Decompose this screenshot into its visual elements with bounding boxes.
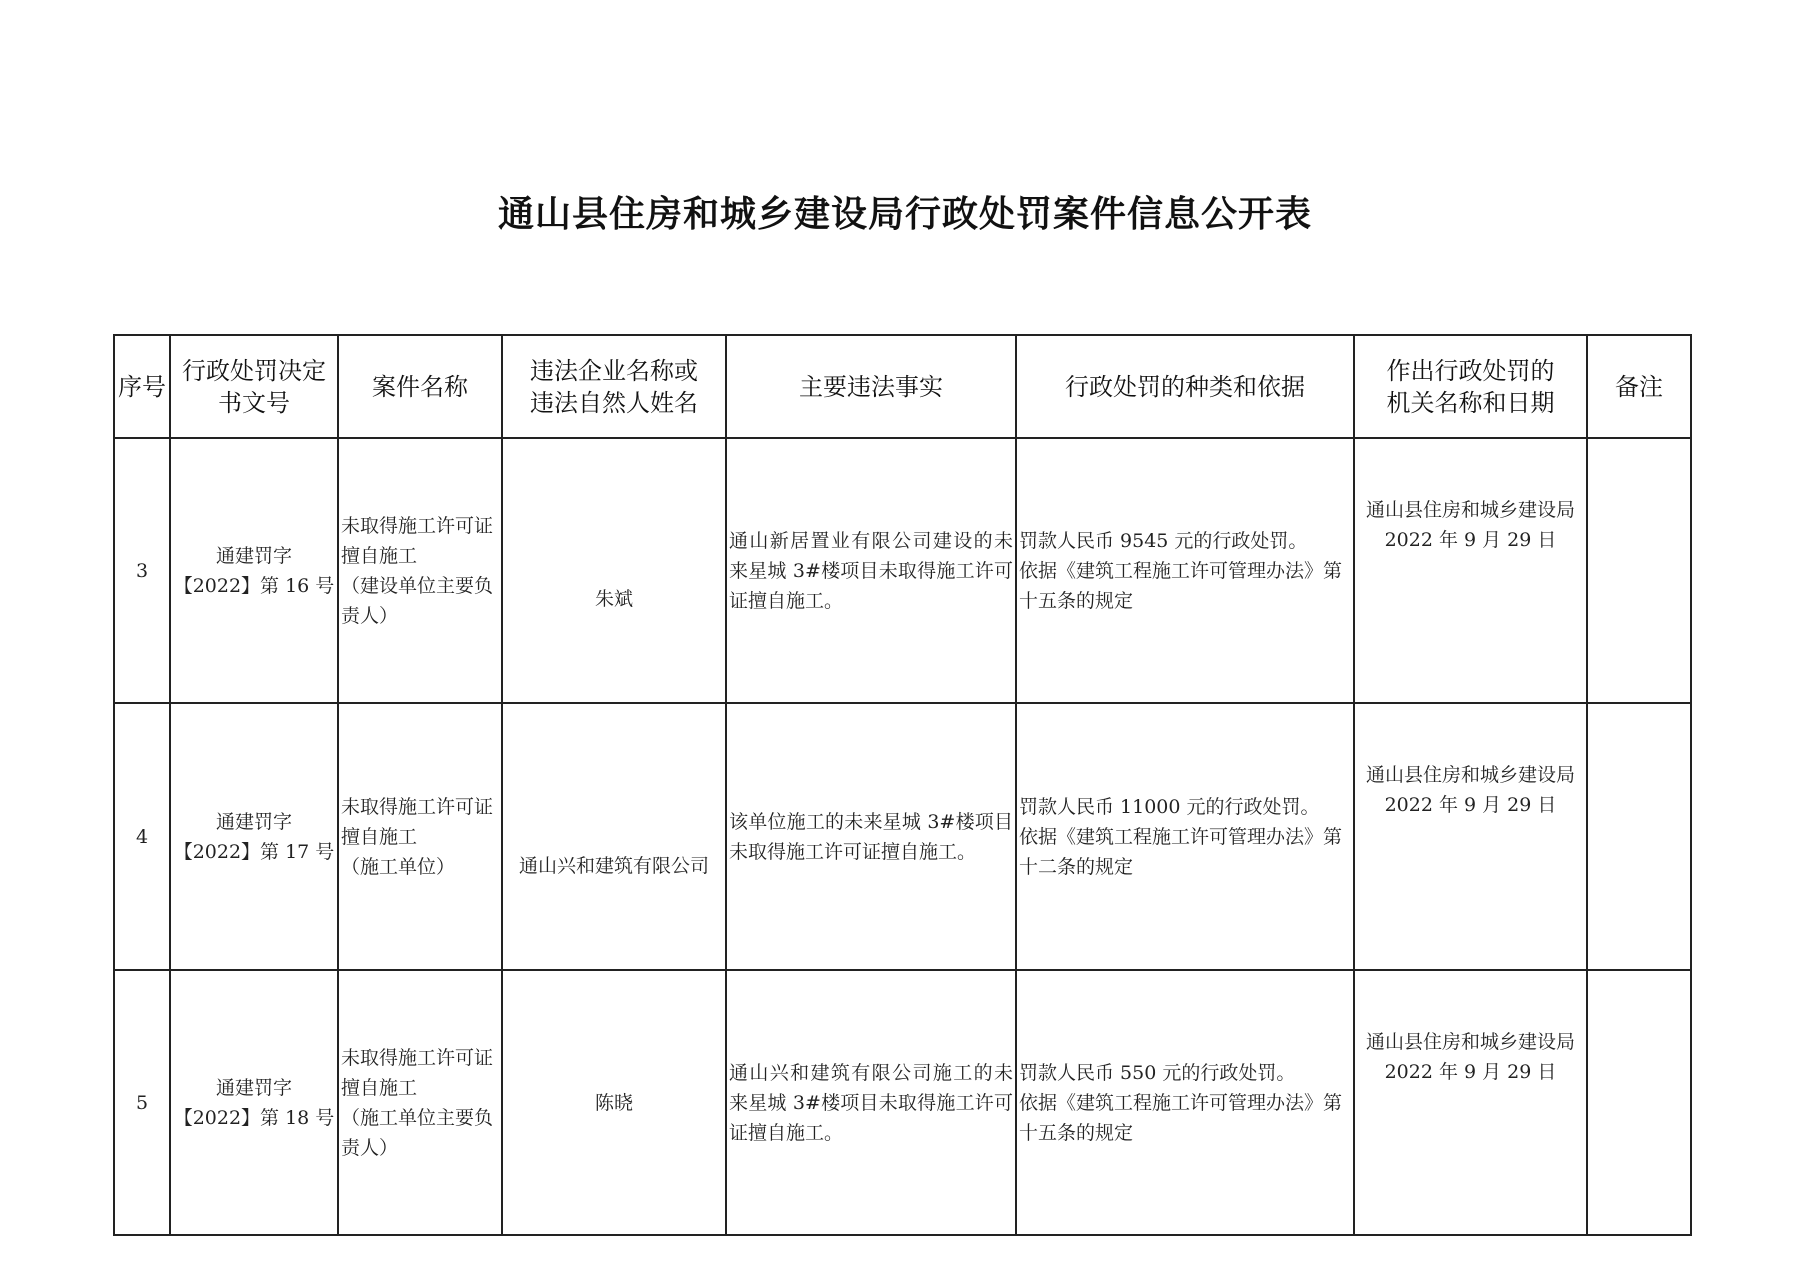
header-org-line1: 作出行政处罚的	[1386, 356, 1555, 385]
penalty-amount: 罚款人民币 9545 元的行政处罚。	[1019, 529, 1308, 552]
header-facts: 主要违法事实	[726, 335, 1016, 438]
cell-penalty	[1016, 703, 1354, 970]
case-role-text: （建设单位主要负责人）	[341, 574, 494, 627]
cell-case-name	[338, 438, 502, 703]
cell-notes	[1587, 970, 1691, 1235]
header-notes: 备注	[1587, 335, 1691, 438]
decision-date: 2022 年 9 月 29 日	[1384, 1061, 1557, 1083]
header-party-line2: 违法自然人姓名	[530, 388, 698, 417]
cell-facts: 通山兴和建筑有限公司施工的未来星城 3#楼项目未取得施工许可证擅自施工。	[726, 970, 1016, 1235]
header-doc-no-line1: 行政处罚决定	[182, 356, 326, 385]
header-case-name: 案件名称	[338, 335, 502, 438]
cell-facts: 该单位施工的未来星城 3#楼项目未取得施工许可证擅自施工。	[726, 703, 1016, 970]
cell-doc-no	[170, 438, 338, 703]
cell-penalty	[1016, 438, 1354, 703]
cell-penalty	[1016, 970, 1354, 1235]
cell-notes	[1587, 438, 1691, 703]
cell-case-name	[338, 970, 502, 1235]
header-penalty: 行政处罚的种类和依据	[1016, 335, 1354, 438]
cell-party	[502, 970, 726, 1235]
cell-case-name	[338, 703, 502, 970]
header-party	[502, 335, 726, 438]
penalty-basis: 依据《建筑工程施工许可管理办法》第十二条的规定	[1019, 825, 1343, 878]
table-row	[114, 703, 1691, 970]
header-doc-no-line2: 书文号	[218, 388, 290, 417]
org-name: 通山县住房和城乡建设局	[1365, 1031, 1575, 1053]
penalty-info-table	[113, 334, 1692, 1236]
header-org	[1354, 335, 1587, 438]
case-name-text: 未取得施工许可证擅自施工	[341, 1046, 494, 1099]
table-row	[114, 438, 1691, 703]
party-text: 陈晓	[594, 1091, 633, 1114]
case-role-text: （施工单位主要负责人）	[341, 1106, 494, 1159]
decision-date: 2022 年 9 月 29 日	[1384, 529, 1557, 551]
doc-no-line2: 【2022】第 16 号	[173, 574, 335, 597]
org-name: 通山县住房和城乡建设局	[1365, 764, 1575, 786]
cell-doc-no	[170, 703, 338, 970]
table-header-row	[114, 335, 1691, 438]
doc-no-line2: 【2022】第 18 号	[173, 1106, 335, 1129]
cell-seq: 4	[114, 703, 170, 970]
penalty-basis: 依据《建筑工程施工许可管理办法》第十五条的规定	[1019, 1091, 1343, 1144]
cell-org	[1354, 438, 1587, 703]
party-text: 朱斌	[594, 587, 633, 610]
case-name-text: 未取得施工许可证擅自施工	[341, 795, 494, 848]
cell-party	[502, 703, 726, 970]
page-title: 通山县住房和城乡建设局行政处罚案件信息公开表	[497, 194, 1312, 235]
penalty-basis: 依据《建筑工程施工许可管理办法》第十五条的规定	[1019, 559, 1343, 612]
cell-seq: 3	[114, 438, 170, 703]
case-role-text: （施工单位）	[341, 855, 456, 878]
doc-no-line1: 通建罚字	[215, 810, 292, 833]
cell-facts: 通山新居置业有限公司建设的未来星城 3#楼项目未取得施工许可证擅自施工。	[726, 438, 1016, 703]
cell-notes	[1587, 703, 1691, 970]
header-org-line2: 机关名称和日期	[1386, 388, 1555, 417]
decision-date: 2022 年 9 月 29 日	[1384, 794, 1557, 816]
cell-org	[1354, 703, 1587, 970]
doc-no-line2: 【2022】第 17 号	[173, 840, 335, 863]
header-seq: 序号	[114, 335, 170, 438]
penalty-amount: 罚款人民币 11000 元的行政处罚。	[1019, 795, 1320, 818]
table-row	[114, 970, 1691, 1235]
cell-seq: 5	[114, 970, 170, 1235]
cell-org	[1354, 970, 1587, 1235]
doc-no-line1: 通建罚字	[215, 544, 292, 567]
header-party-line1: 违法企业名称或	[530, 356, 698, 385]
penalty-amount: 罚款人民币 550 元的行政处罚。	[1019, 1061, 1296, 1084]
cell-party	[502, 438, 726, 703]
doc-no-line1: 通建罚字	[215, 1076, 292, 1099]
party-text: 通山兴和建筑有限公司	[518, 854, 709, 877]
org-name: 通山县住房和城乡建设局	[1365, 499, 1575, 521]
cell-doc-no	[170, 970, 338, 1235]
case-name-text: 未取得施工许可证擅自施工	[341, 514, 494, 567]
header-doc-no	[170, 335, 338, 438]
